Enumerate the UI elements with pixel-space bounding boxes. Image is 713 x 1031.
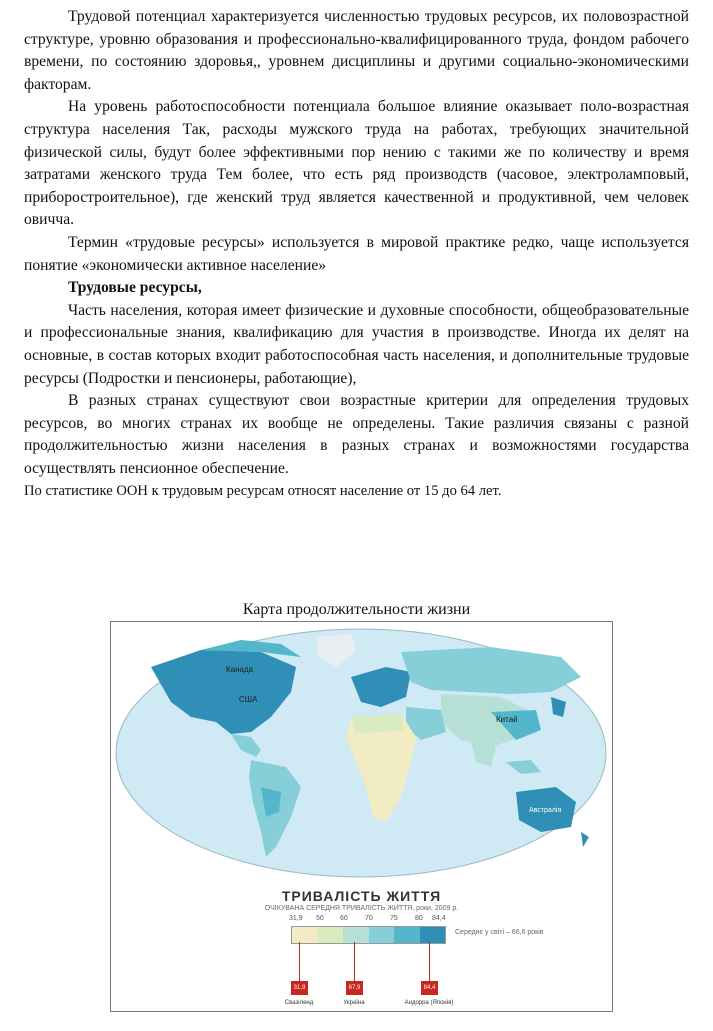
paragraph-un-stat: По статистике ООН к трудовым ресурсам относят население от 15 до 64 лет. (24, 483, 502, 500)
marker-stem (429, 942, 430, 981)
marker-label: Свазіленд (284, 1000, 314, 1006)
marker-value: 67,9 (346, 981, 363, 995)
article-text (24, 6, 689, 503)
life-expectancy-map (110, 621, 613, 1012)
legend-tick: 60 (340, 915, 348, 922)
map-label-australia: Австралія (529, 807, 562, 814)
paragraph-term: Термин «трудовые ресурсы» используется в мировой практике редко, чаще используется понятие «экономически активное население» (24, 233, 689, 274)
world-map-image (111, 622, 612, 880)
marker-label: Україна (343, 1000, 365, 1006)
legend-world-average: Середнє у світі – 66,6 років (455, 929, 544, 936)
marker-label: Андорра (Японія) (404, 1000, 454, 1006)
paragraph-definition: Часть населения, которая имеет физические и духовные способности, общеобразовательные и профессиональные знания, квалификацию для участия в производстве. Иногда их делят на основные, в состав которых входит работоспособная часть населения, и дополнительные трудовые ресурсы (Подростки и пенсионеры, работающие), (24, 301, 689, 387)
legend-title: ТРИВАЛІСТЬ ЖИТТЯ (281, 888, 442, 904)
legend-subtitle: ОЧІКУВАНА СЕРЕДНЯ ТРИВАЛІСТЬ ЖИТТЯ, роки, 2009 р. (264, 905, 459, 912)
map-label-usa: США (239, 695, 258, 704)
legend-ticks (289, 915, 444, 925)
legend-swatch (394, 927, 420, 943)
legend-swatch (292, 927, 318, 943)
legend-tick: 80 (415, 915, 423, 922)
paragraph-intro: Трудовой потенциал характеризуется численностью трудовых ресурсов, их половозрастной структуре, уровню образования и профессионально-квалифицированного труда, фондом рабочего времени, по состоянию здоровья,, уровнем дисциплины и другими социально-экономическими факторам. (24, 8, 689, 93)
map-caption: Карта продолжительности жизни (242, 601, 471, 618)
legend-tick: 75 (390, 915, 398, 922)
map-label-canada: Канада (226, 665, 254, 674)
map-label-china: Китай (496, 715, 518, 724)
legend-tick: 70 (365, 915, 373, 922)
legend-tick: 31,9 (289, 915, 303, 922)
marker-stem (299, 942, 300, 981)
legend-color-scale (291, 926, 446, 944)
section-heading: Трудовые ресурсы, (68, 279, 202, 297)
marker-stem (354, 942, 355, 981)
legend-swatch (343, 927, 369, 943)
marker-value: 84,4 (421, 981, 438, 995)
legend-swatch (318, 927, 344, 943)
marker-value: 31,9 (291, 981, 308, 995)
paragraph-age-structure: На уровень работоспособности потенциала большое влияние оказывает поло-возрастная структура населения Так, расходы мужского труда на работах, требующих значительной физической силы, будут более эффективными пор нению с такими же по количеству и время затратами женского труда Тем более, что есть ряд производств (часовое, электроламповый, приборостроительное), где женский труд является качественной и продуктивной, чем человек овичча. (24, 98, 689, 229)
map-legend (111, 880, 612, 1011)
legend-swatch (420, 927, 446, 943)
paragraph-criteria: В разных странах существуют свои возрастные критерии для определения трудовых ресурсов, во многих странах их вообще не определены. Такие различия связаны с разной продолжительностью жизни населения в разных странах и возможностями государства осуществлять пенсионное обеспечение. (24, 392, 689, 477)
legend-tick: 84,4 (432, 915, 446, 922)
legend-swatch (369, 927, 395, 943)
legend-tick: 50 (316, 915, 324, 922)
